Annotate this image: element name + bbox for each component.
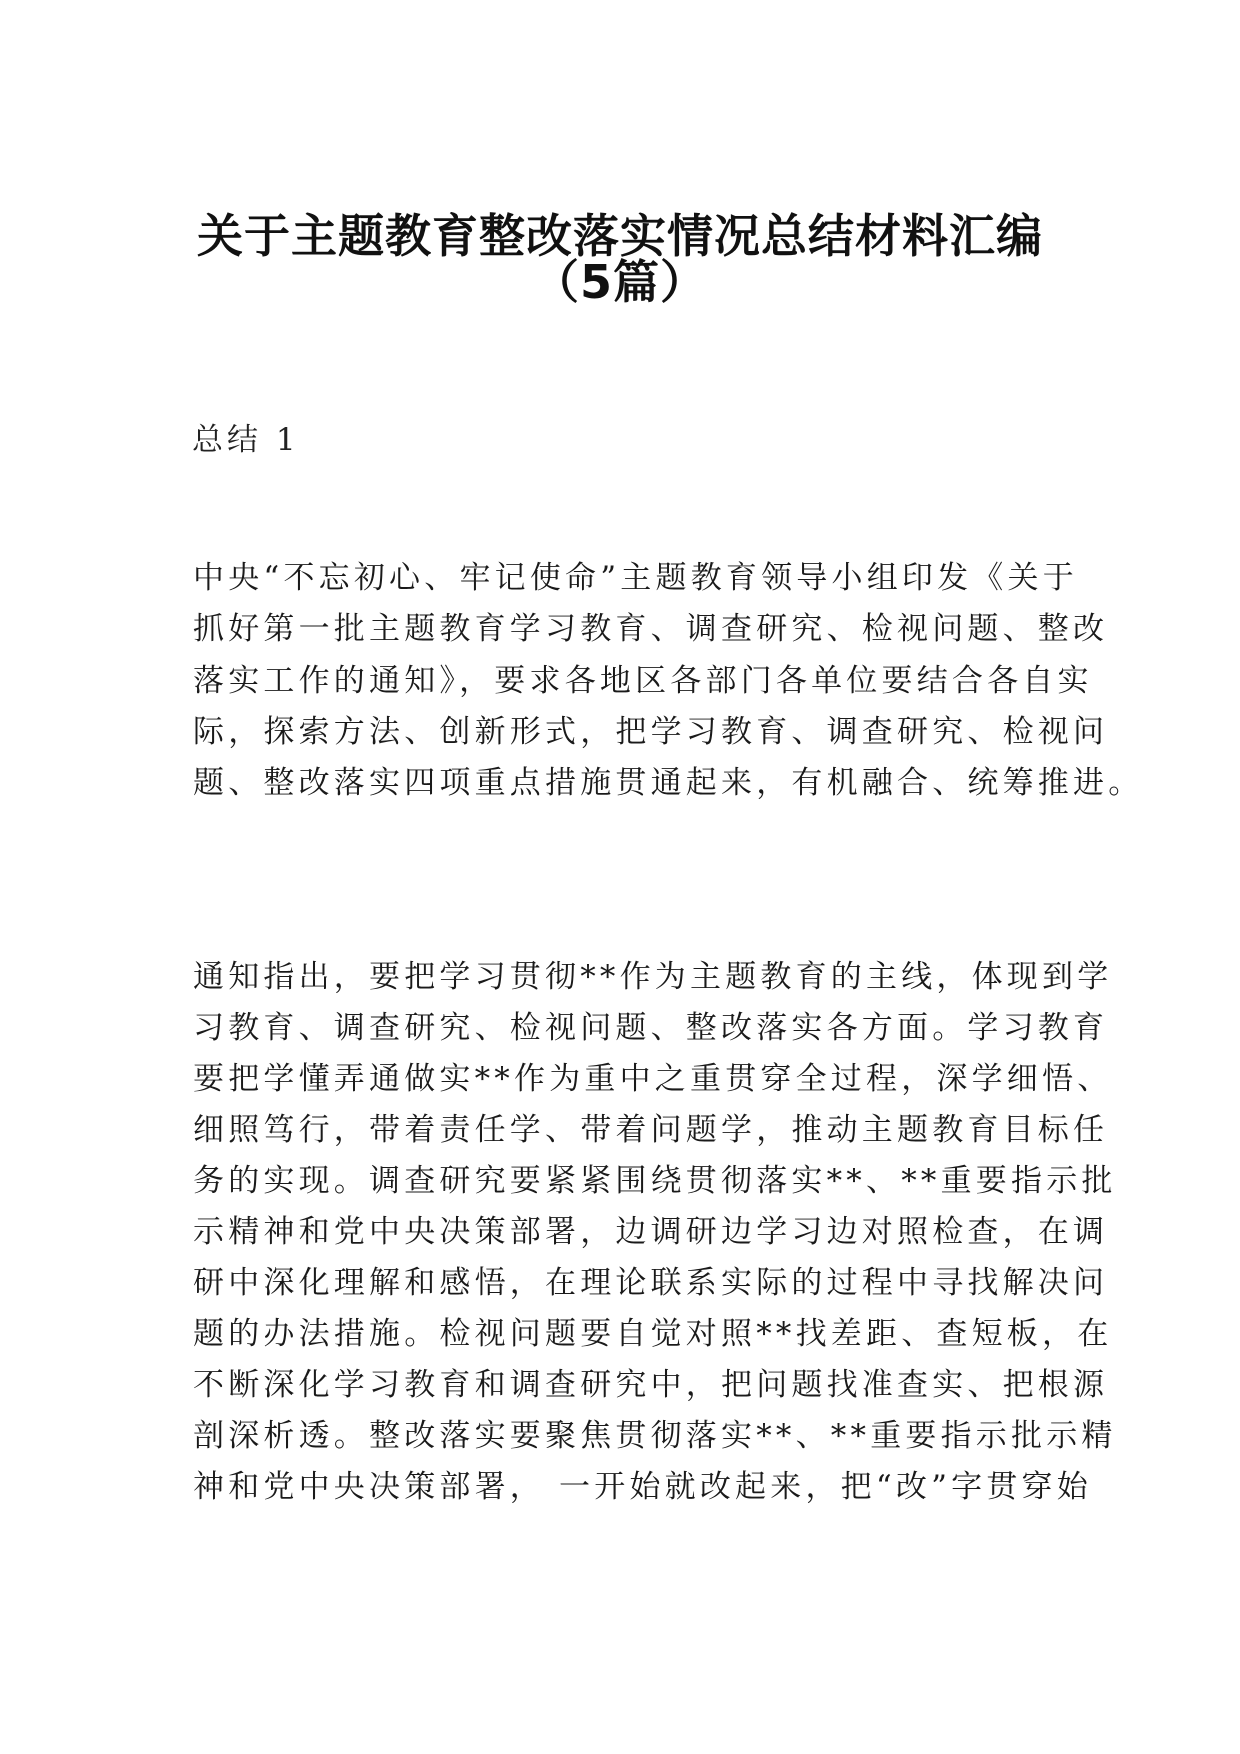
paragraph-1-line: 中央“不忘初心、牢记使命”主题教育领导小组印发《关于 — [193, 560, 1078, 596]
paragraph-1-line: 题、整改落实四项重点措施贯通起来，有机融合、统筹推进。 — [193, 765, 1144, 801]
paragraph-2-line: 细照笃行，带着责任学、带着问题学，推动主题教育目标任 — [193, 1112, 1109, 1148]
paragraph-2-line: 神和党中央决策部署， 一开始就改起来，把“改”字贯穿始 — [193, 1469, 1092, 1505]
paragraph-2-line: 要把学懂弄通做实**作为重中之重贯穿全过程，深学细悟、 — [193, 1061, 1113, 1097]
paragraph-2-line: 务的实现。调查研究要紧紧围绕贯彻落实**、**重要指示批 — [193, 1163, 1117, 1199]
section-label: 总结 1 — [192, 422, 300, 458]
paragraph-2-line: 示精神和党中央决策部署，边调研边学习边对照检查，在调 — [193, 1214, 1109, 1250]
document-title-line-1: 关于主题教育整改落实情况总结材料汇编 — [197, 209, 1043, 263]
paragraph-2-line: 研中深化理解和感悟，在理论联系实际的过程中寻找解决问 — [193, 1265, 1109, 1301]
paragraph-2-line: 题的办法措施。检视问题要自觉对照**找差距、查短板，在 — [193, 1316, 1113, 1352]
paragraph-2-line: 剖深析透。整改落实要聚焦贯彻落实**、**重要指示批示精 — [193, 1418, 1117, 1454]
paragraph-2-line: 习教育、调查研究、检视问题、整改落实各方面。学习教育 — [193, 1010, 1109, 1046]
document-title-line-2: （5篇） — [532, 255, 707, 309]
paragraph-1-line: 落实工作的通知》，要求各地区各部门各单位要结合各自实 — [193, 663, 1093, 699]
paragraph-1-line: 际，探索方法、创新形式，把学习教育、调查研究、检视问 — [193, 714, 1109, 750]
paragraph-2-line: 通知指出，要把学习贯彻**作为主题教育的主线，体现到学 — [193, 959, 1113, 995]
paragraph-2-line: 不断深化学习教育和调查研究中，把问题找准查实、把根源 — [193, 1367, 1109, 1403]
paragraph-1-line: 抓好第一批主题教育学习教育、调查研究、检视问题、整改 — [193, 611, 1109, 647]
